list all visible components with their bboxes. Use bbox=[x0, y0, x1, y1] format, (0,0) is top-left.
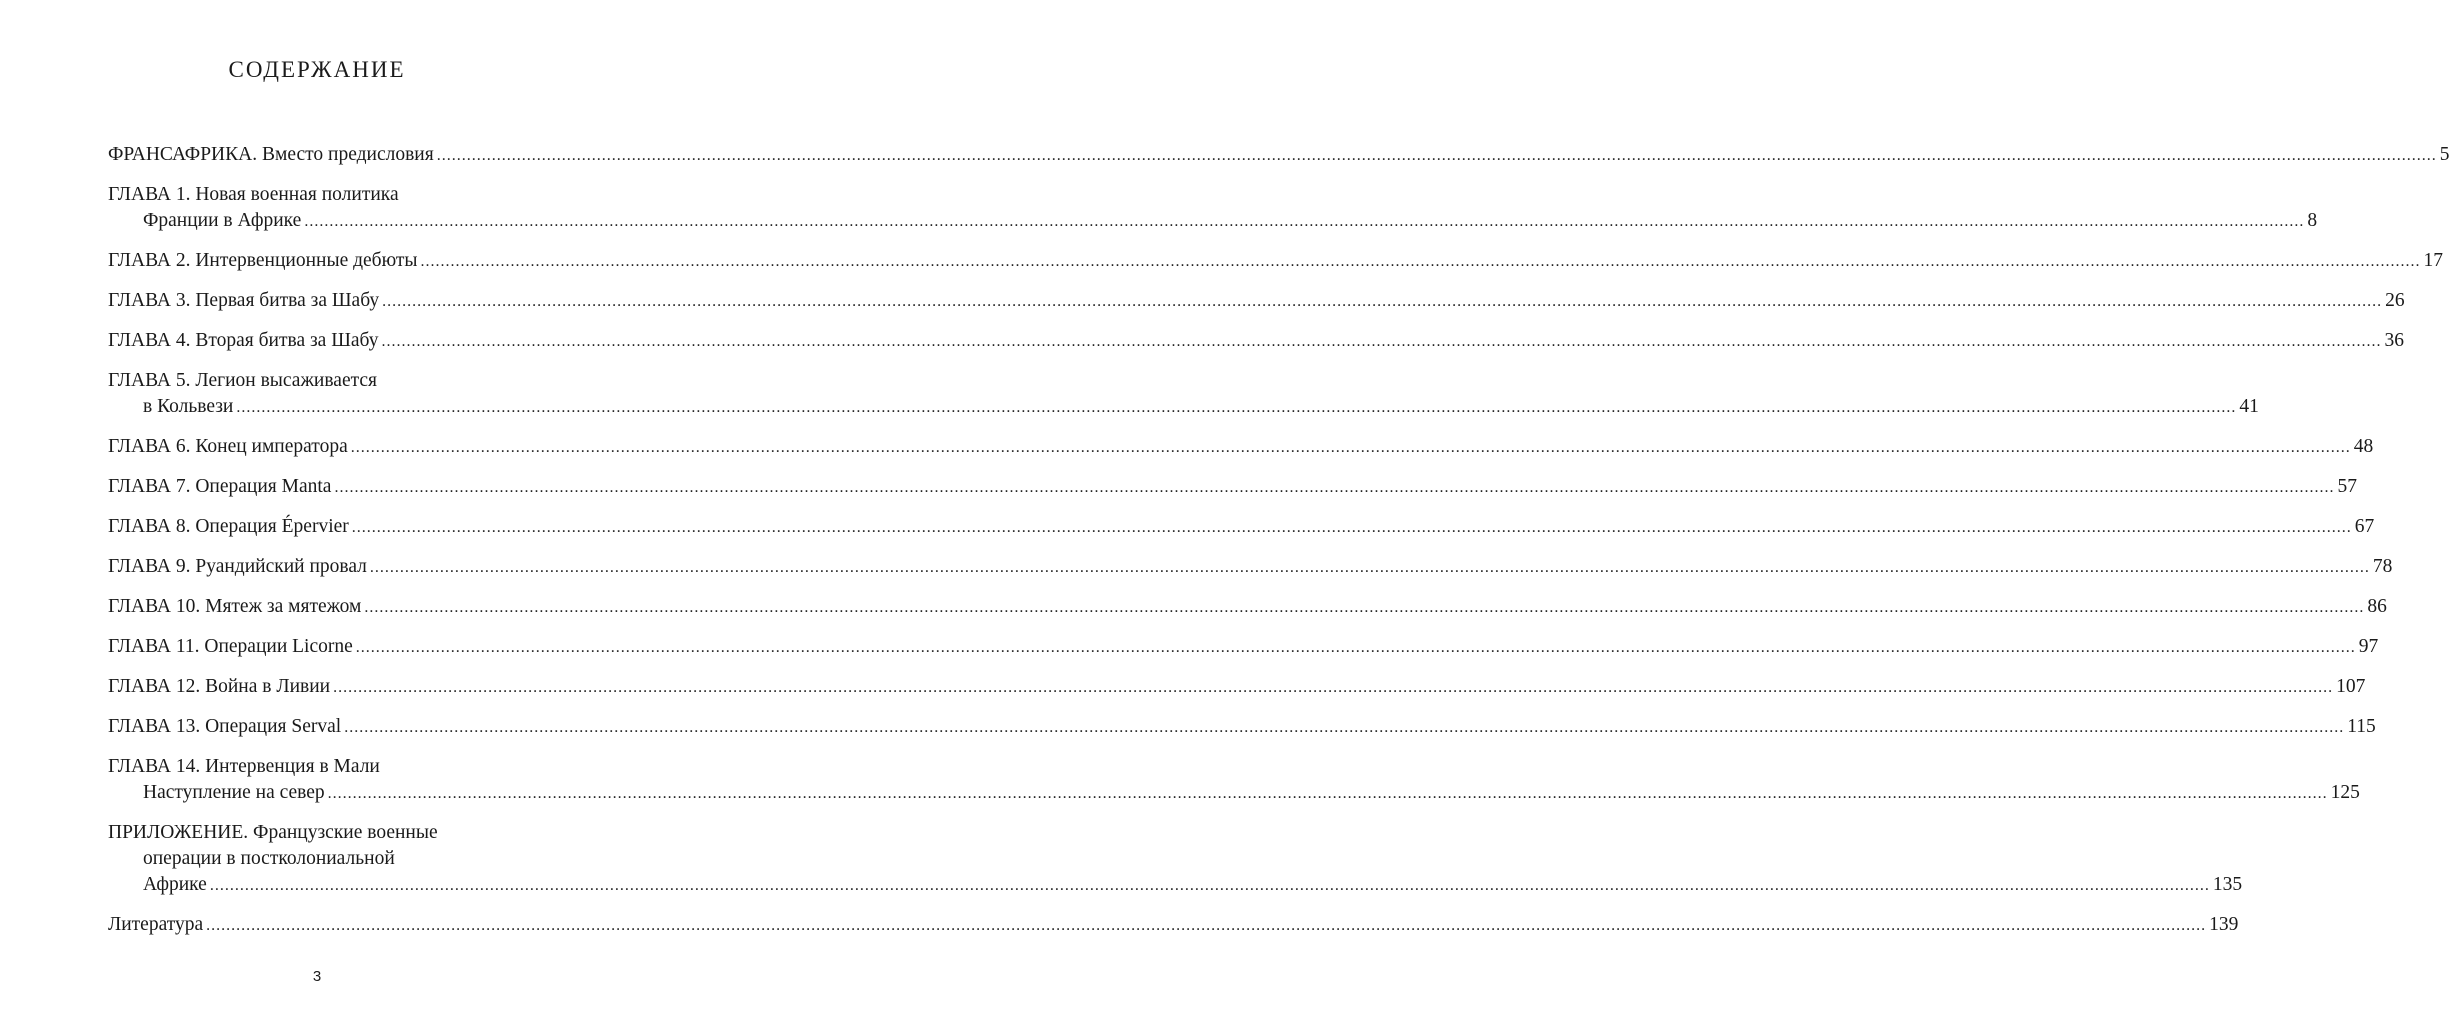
dot-leader: ................................................................................................................................................................................................................................................................................................................................................................................................................ bbox=[351, 519, 2352, 536]
toc-page-number: 17 bbox=[2423, 250, 2444, 271]
dot-leader: ................................................................................................................................................................................................................................................................................................................................................................................................................ bbox=[333, 679, 2334, 696]
toc-entry-title: ГЛАВА 6. Конец императора bbox=[108, 436, 348, 457]
page-number: 3 bbox=[312, 968, 322, 985]
dot-leader: ................................................................................................................................................................................................................................................................................................................................................................................................................ bbox=[355, 639, 2356, 656]
toc-page-number: 78 bbox=[2372, 556, 2393, 577]
dot-leader: ................................................................................................................................................................................................................................................................................................................................................................................................................ bbox=[334, 479, 2335, 496]
toc-entry-title: Африке bbox=[143, 874, 207, 895]
toc-entry-title: ГЛАВА 4. Вторая битва за Шабу bbox=[108, 330, 379, 351]
toc-entry-title: ГЛАВА 13. Операция Serval bbox=[108, 716, 342, 737]
toc-entry[interactable] bbox=[108, 594, 2387, 621]
dot-leader: ................................................................................................................................................................................................................................................................................................................................................................................................................ bbox=[369, 559, 2370, 576]
toc-entry-title: ГЛАВА 5. Легион высаживается bbox=[108, 370, 378, 391]
toc-entry-title: ГЛАВА 2. Интервенционные дебюты bbox=[108, 250, 418, 271]
toc-page-number: 48 bbox=[2353, 436, 2374, 457]
dot-leader: ................................................................................................................................................................................................................................................................................................................................................................................................................ bbox=[436, 147, 2437, 164]
toc-entry[interactable] bbox=[108, 474, 2357, 501]
toc-entry-title: в Кольвези bbox=[143, 396, 234, 417]
toc-page-number: 107 bbox=[2336, 676, 2366, 697]
toc-entry[interactable] bbox=[108, 514, 2375, 541]
toc-entry-title: ФРАНСАФРИКА. Вместо предисловия bbox=[108, 144, 434, 165]
toc-page-number: 125 bbox=[2330, 782, 2360, 803]
toc-page-number: 8 bbox=[2307, 210, 2318, 231]
page-title: СОДЕРЖАНИЕ bbox=[228, 57, 406, 82]
toc-entry[interactable] bbox=[108, 368, 2259, 421]
toc-entry[interactable] bbox=[108, 434, 2374, 461]
toc-page-number: 26 bbox=[2385, 290, 2405, 311]
toc-page-number: 36 bbox=[2384, 330, 2404, 351]
toc-entry-title: ГЛАВА 3. Первая битва за Шабу bbox=[108, 290, 380, 311]
toc-entry[interactable] bbox=[108, 674, 2366, 701]
toc-entry[interactable] bbox=[108, 912, 2239, 939]
dot-leader: ................................................................................................................................................................................................................................................................................................................................................................................................................ bbox=[344, 719, 2345, 736]
toc-page-number: 135 bbox=[2212, 874, 2243, 895]
toc-entry[interactable] bbox=[108, 288, 2405, 315]
toc-entry[interactable] bbox=[108, 328, 2404, 355]
toc-page-number: 97 bbox=[2358, 636, 2379, 657]
dot-leader: ................................................................................................................................................................................................................................................................................................................................................................................................................ bbox=[350, 439, 2351, 456]
toc-page-number: 67 bbox=[2354, 516, 2375, 537]
toc-entry-title: ПРИЛОЖЕНИЕ. Французские военные bbox=[108, 822, 438, 843]
dot-leader: ................................................................................................................................................................................................................................................................................................................................................................................................................ bbox=[420, 253, 2421, 270]
dot-leader: ................................................................................................................................................................................................................................................................................................................................................................................................................ bbox=[364, 599, 2365, 616]
dot-leader: ................................................................................................................................................................................................................................................................................................................................................................................................................ bbox=[209, 877, 2210, 894]
toc-entry-title: ГЛАВА 14. Интервенция в Мали bbox=[108, 756, 380, 777]
dot-leader: ................................................................................................................................................................................................................................................................................................................................................................................................................ bbox=[206, 917, 2207, 934]
toc-page-number: 115 bbox=[2347, 716, 2376, 737]
toc-entry-title: ГЛАВА 8. Операция Épervier bbox=[108, 516, 349, 537]
toc-page-number: 41 bbox=[2239, 396, 2259, 417]
dot-leader: ................................................................................................................................................................................................................................................................................................................................................................................................................ bbox=[304, 213, 2305, 230]
toc-entry-title: ГЛАВА 1. Новая военная политика bbox=[108, 184, 399, 205]
dot-leader: ................................................................................................................................................................................................................................................................................................................................................................................................................ bbox=[382, 293, 2383, 310]
dot-leader: ................................................................................................................................................................................................................................................................................................................................................................................................................ bbox=[327, 785, 2328, 802]
toc-entry-title: Наступление на север bbox=[143, 782, 325, 803]
toc-entry-title: Литература bbox=[108, 914, 204, 935]
dot-leader: ................................................................................................................................................................................................................................................................................................................................................................................................................ bbox=[236, 399, 2237, 416]
toc-entry[interactable] bbox=[108, 714, 2376, 741]
toc-entry[interactable] bbox=[108, 754, 2360, 807]
dot-leader: ................................................................................................................................................................................................................................................................................................................................................................................................................ bbox=[381, 333, 2382, 350]
toc-page-number: 86 bbox=[2367, 596, 2387, 617]
toc-entry-title: ГЛАВА 10. Мятеж за мятежом bbox=[108, 596, 362, 617]
toc-entry[interactable] bbox=[108, 554, 2393, 581]
toc-page-number: 5 bbox=[2439, 144, 2449, 165]
toc-entry[interactable] bbox=[108, 820, 2243, 899]
table-of-contents bbox=[108, 142, 2449, 952]
toc-entry[interactable] bbox=[108, 634, 2379, 661]
toc-entry[interactable] bbox=[108, 142, 2449, 169]
toc-entry-title: ГЛАВА 12. Война в Ливии bbox=[108, 676, 331, 697]
toc-entry-title: ГЛАВА 11. Операции Licorne bbox=[108, 636, 353, 657]
toc-page-number: 139 bbox=[2209, 914, 2239, 935]
toc-entry[interactable] bbox=[108, 182, 2318, 235]
toc-page-number: 57 bbox=[2337, 476, 2357, 497]
toc-entry-title: Франции в Африке bbox=[143, 210, 302, 231]
toc-entry-title: операции в постколониальной bbox=[143, 848, 395, 869]
toc-entry[interactable] bbox=[108, 248, 2444, 275]
toc-entry-title: ГЛАВА 9. Руандийский провал bbox=[108, 556, 367, 577]
toc-entry-title: ГЛАВА 7. Операция Manta bbox=[108, 476, 332, 497]
